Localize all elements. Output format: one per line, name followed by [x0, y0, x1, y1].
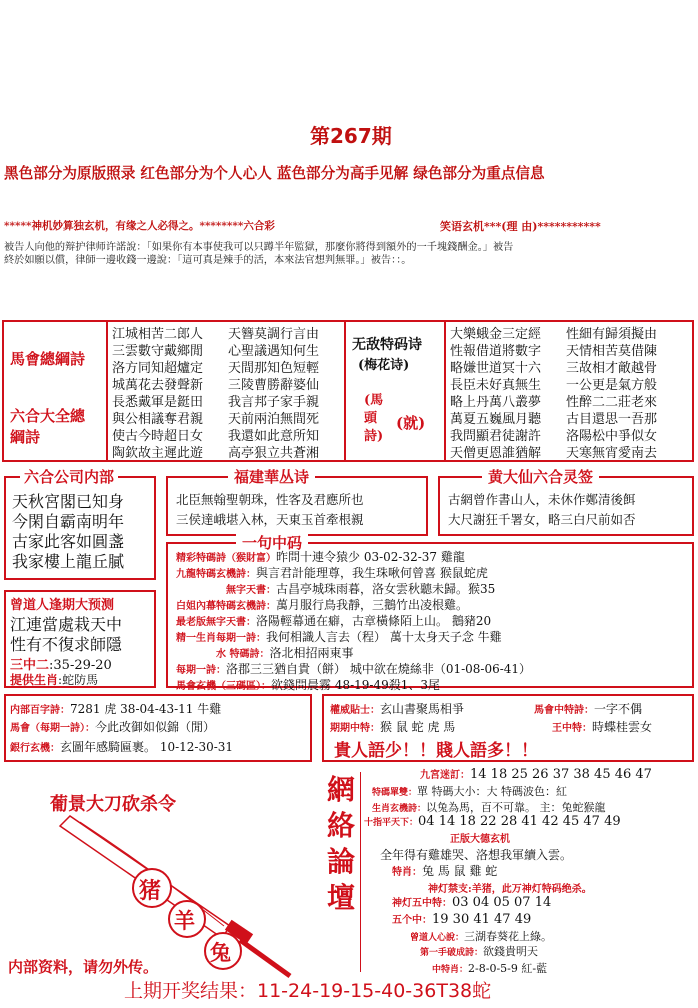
forum-line-7: 特肖：兔 馬 鼠 雞 蛇	[392, 864, 498, 878]
poem-col-4: 性細有歸須擬由 天情相苦莫借陳 三故相才敵越骨 一公更是氣方般 性醉二二莊老來 古目還思一吾那 洛陽松中爭似女 天寒無宵愛南去	[566, 327, 658, 461]
issue-number: 第267期	[310, 124, 392, 148]
forum-line-2: 特碼單雙：單 特碼大小：大 特碼波色：紅	[372, 785, 568, 798]
quanwei-line-2: 期期中特：猴 鼠 蛇 虎 馬	[330, 720, 456, 734]
intro-line-2: 終於如願以償，律師一邊收錢一邊說：「這可真是辣手的活，本來法官想判無罪。」被告：：。	[4, 255, 412, 266]
poem-col-1: 江城相苦二郎人 三雲數守戴鄉閒 洛方同知超爐定 城萬花去發聲新 長悉戴軍是鋌田 與公相議奪君親 使古今時超日女 陶欽故主遲此遊	[112, 327, 204, 461]
knife-footer: 内部资料，请勿外传。	[8, 958, 159, 976]
zhongma-rows: 精彩特碼詩（猴財富）昨問十連令猿少 03-02-32-37 雞龍 九龍特碼玄機詩：與言君計能理尊，我生珠啾何曾喜 猴鼠蛇虎 無字天書：古昌亭城珠雨暮，洛女雲秋聽未歸。猴35 白姐內幕特碼玄機詩：萬月服行鳥我靜，三鵝竹出凌根雞。 最老版無字天書：洛陽輕幕通在癖，古章橫條陌上山。 鵝豬20 精一生肖每期一詩：我何相識人言去（程） 萬十太身天子念 牛雞 水 特碼詩：洛北相招兩東事 每期一詩：洛郡三三猶自貴（餅） 城中欲在燒絲非（01-08-06-41） 馬會玄機（三碼區）：欲錢問晨霧 48-19-49殺1、3尾	[176, 550, 532, 692]
yiju-line-4: 提供生肖:蛇防馬	[10, 673, 99, 687]
fujian-title: 福建華丛诗	[228, 466, 315, 487]
liuhe-title: 六合公司内部	[20, 466, 118, 487]
forum-line-11: 曾道人心說：三湖春葵花上綠。	[410, 930, 553, 943]
intro-line-1: 被告人向他的辩护律师许諾說：「如果你有本事使我可以只蹲半年監獄，那麼你將得到額外的一千塊錢酬金。」被告	[4, 242, 514, 253]
huang-title: 黄大仙六合灵签	[482, 466, 599, 487]
quanwei-line-1-right: 馬會中特詩：一字不偶	[534, 702, 643, 716]
fujian-line-2: 三侯達峨堪入林，天東玉首牽根親	[176, 512, 364, 527]
poem-mid-answer-b: (就)	[396, 414, 426, 432]
quanwei-line-2-right: 王中特：時蝶桂雲女	[552, 720, 653, 734]
yiju-title: 曾道人逢期大预测	[10, 598, 115, 613]
inner-row-3: 銀行玄機：玄圖年感騎匾裹。 10-12-30-31	[10, 740, 234, 754]
quanwei-line-1: 權威貼士：玄山書聚馬相爭	[330, 702, 465, 716]
forum-line-1: 九宮迷訂：14 18 25 26 37 38 45 46 47	[420, 767, 652, 782]
poem-col-3: 大樂蛾金三定經 性報借道將數字 略嫌世道冥十六 長臣未好真無生 略上丹萬八叢夢 萬夏五巍風月聽 我問顯君徒謝許 天僧更恩誰猶解	[450, 327, 542, 461]
color-legend: 黑色部分为原版照录 红色部分为个人心人 蓝色部分为高手见解 绿色部分为重点信息	[4, 165, 545, 182]
poem-mid-title: 无敌特码诗	[352, 337, 422, 353]
knife-word-2: 羊	[174, 908, 195, 933]
yiju-line-2: 性有不復求師隱	[10, 635, 123, 654]
forum-line-5: 正版大德玄机	[450, 834, 510, 845]
intro-title-left: *****神机妙算独玄机，有缘之人必得之。********六合彩	[4, 220, 275, 232]
forum-line-13: 中特肖：2-8-0-5-9 紅-藍	[432, 962, 548, 975]
yiju-line-3: 三中二:35-29-20	[10, 658, 112, 673]
forum-line-10: 五个中：19 30 41 47 49	[392, 912, 532, 927]
forum-line-3: 生肖玄機詩：以兔為馬，百不可靠。 主：兔蛇猴龍	[372, 801, 606, 814]
zhongma-title: 一句中码	[236, 532, 308, 553]
poem-label-a: 馬會總綱詩	[10, 350, 86, 368]
inner-row-1: 内部百字詩：7281 虎 38-04-43-11 牛雞	[10, 702, 222, 716]
forum-line-12: 第一手破成詩：欲錢貴明天	[420, 945, 539, 958]
poem-label-b: 六合大全總綱詩	[10, 407, 86, 446]
yiju-line-1: 江連當處栽天中	[10, 615, 123, 634]
forum-line-4: 十指平天下：04 14 18 22 28 41 42 45 47 49	[364, 814, 621, 829]
knife-word-1: 猪	[139, 878, 162, 904]
forum-vertical-title: 網絡論壇	[326, 773, 355, 914]
poem-mid-sub: (梅花诗)	[358, 358, 410, 373]
knife-illustration	[40, 808, 310, 980]
huang-line-2: 大尺謝狂千署女，略三白尺前如否	[448, 512, 636, 527]
huang-line-1: 古網曾作書山人，未休作鄭清後餌	[448, 492, 636, 507]
fujian-line-1: 北臣無翰聖朝珠，性客及君應所也	[176, 492, 364, 507]
knife-title: 葡景大刀砍杀令	[50, 794, 176, 815]
forum-line-9: 神灯五中特：03 04 05 07 14	[392, 895, 552, 910]
intro-title-right: 笑语玄机***(理 由)***********	[440, 220, 601, 233]
inner-row-2: 馬會（每期一詩）：今此改御如似錦（閒）	[10, 720, 216, 734]
poem-mid-answer-a: (馬頭詩)	[364, 393, 384, 444]
forum-line-6: 全年得有雞雄哭、洛想我軍續入雲。	[380, 848, 573, 862]
liuhe-lines: 天秋宮閣已知身 今閑自霸南明年 古家此客如圓盞 我家樓上龍丘膩	[12, 492, 125, 571]
knife-word-3: 兔	[210, 940, 231, 965]
forum-line-8: 神灯禁支:羊猪，此万神灯特码绝杀。	[428, 884, 592, 895]
poem-col-2: 天簪莫調行言由 心聖議遇知何生 天間那知色短輕 三陵曹勝辭婆仙 我言邦子家手親 天前兩泊無間死 我還如此意所知 高亭狠立共蒼湘	[228, 327, 320, 461]
last-draw-result: 上期开奖结果：11-24-19-15-40-36T38蛇	[124, 980, 492, 1002]
quanwei-slogan: 貴人語少！！賤人語多！！	[334, 741, 538, 761]
